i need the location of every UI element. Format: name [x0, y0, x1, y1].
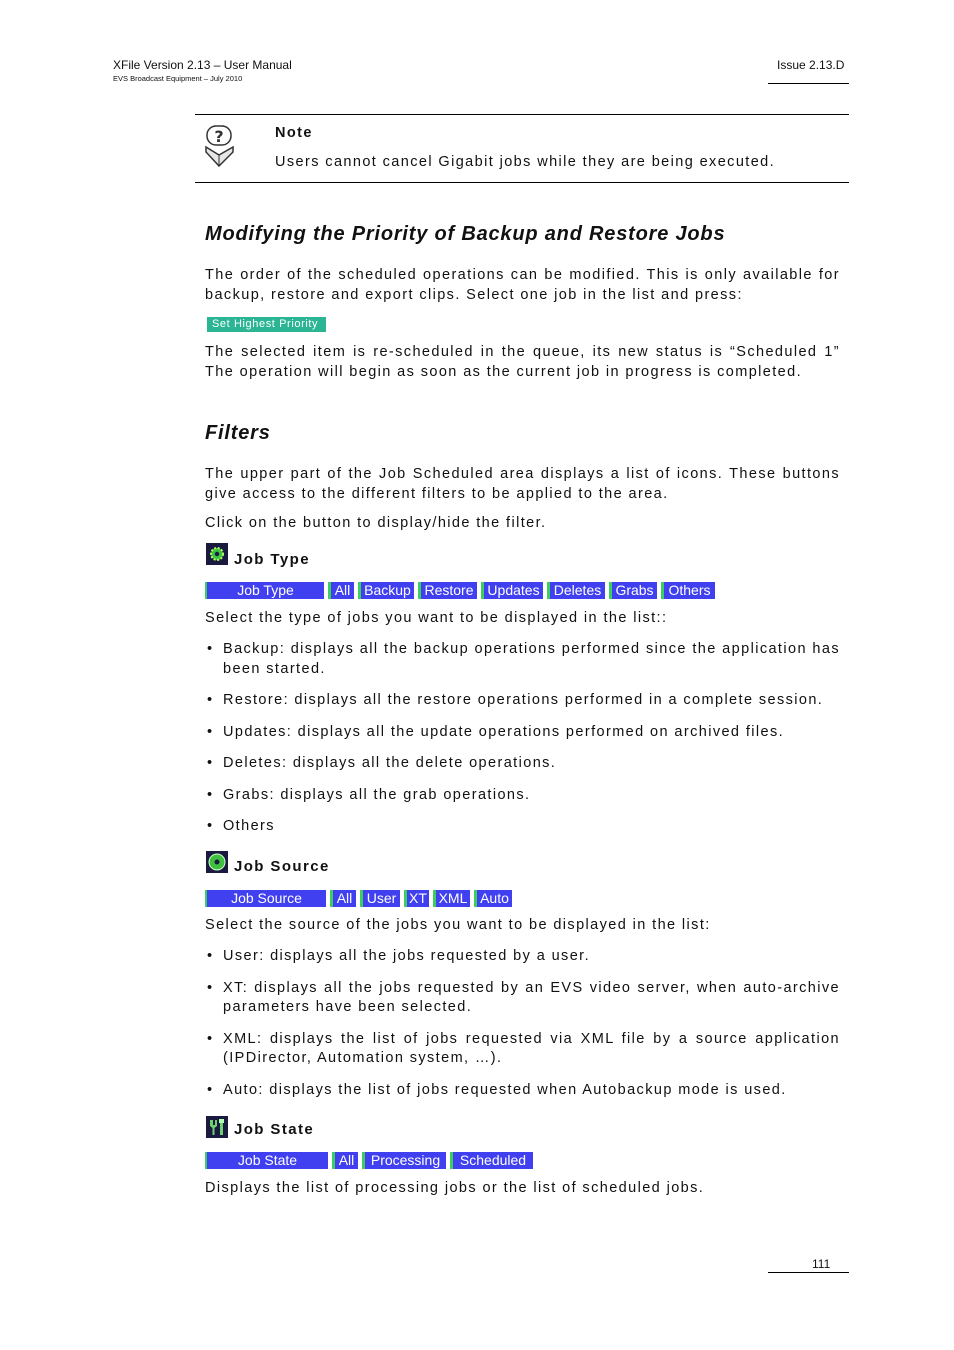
job-source-intro: Select the source of the jobs you want to be displayed in the list: — [205, 917, 711, 933]
priority-paragraph-2: The selected item is re-scheduled in the queue, its new status is “Scheduled 1” The operation will begin as soon as the current job in progress is completed. — [205, 344, 840, 380]
job-type-intro: Select the type of jobs you want to be displayed in the list:: — [205, 610, 668, 626]
priority-paragraph: The order of the scheduled operations can be modified. This is only available for backup, restore and export clips. Select one job in the list and press: — [205, 267, 840, 303]
job-source-all-button[interactable]: All — [330, 890, 356, 907]
job-state-intro: Displays the list of processing jobs or the list of scheduled jobs. — [205, 1180, 705, 1196]
job-type-label-button[interactable]: Job Type — [205, 582, 324, 599]
job-type-others-button[interactable]: Others — [661, 582, 715, 599]
priority-heading: Modifying the Priority of Backup and Restore Jobs — [205, 223, 726, 245]
header-rule — [768, 83, 849, 84]
note-text: Users cannot cancel Gigabit jobs while they are being executed. — [275, 154, 776, 170]
job-state-heading: Job State — [234, 1121, 315, 1138]
note-label: Note — [275, 125, 313, 141]
job-source-auto-button[interactable]: Auto — [474, 890, 512, 907]
job-type-grabs-button[interactable]: Grabs — [609, 582, 657, 599]
list-item: • XT: displays all the jobs requested by an EVS video server, when auto-archive parameters have been selected. — [207, 979, 840, 1015]
job-type-deletes-button[interactable]: Deletes — [547, 582, 605, 599]
job-state-processing-button[interactable]: Processing — [362, 1152, 446, 1169]
job-type-filter-bar — [205, 582, 715, 599]
job-source-xml-button[interactable]: XML — [433, 890, 470, 907]
job-source-heading: Job Source — [234, 858, 330, 875]
doc-title: XFile Version 2.13 – User Manual — [113, 58, 292, 72]
job-source-user-button[interactable]: User — [360, 890, 400, 907]
gear-icon[interactable] — [206, 543, 228, 565]
list-item: • Restore: displays all the restore operations performed in a complete session. — [207, 692, 824, 708]
footer-rule — [768, 1272, 849, 1273]
page-number: 111 — [812, 1257, 831, 1271]
list-item: • Updates: displays all the update operations performed on archived files. — [207, 723, 785, 740]
job-state-label-button[interactable]: Job State — [205, 1152, 328, 1169]
job-state-scheduled-button[interactable]: Scheduled — [450, 1152, 533, 1169]
list-item: • Deletes: displays all the delete operations. — [207, 755, 557, 771]
list-item: • Backup: displays all the backup operations performed since the application has been started. — [207, 641, 840, 677]
tools-icon[interactable] — [206, 1116, 228, 1138]
source-disc-icon[interactable] — [206, 851, 228, 873]
list-item: • Auto: displays the list of jobs requested when Autobackup mode is used. — [207, 1081, 787, 1098]
job-source-xt-button[interactable]: XT — [404, 890, 429, 907]
note-bottom-rule — [195, 182, 849, 183]
job-type-heading: Job Type — [234, 551, 310, 568]
svg-text:?: ? — [214, 127, 224, 146]
job-source-label-button[interactable]: Job Source — [205, 890, 326, 907]
list-item: • Grabs: displays all the grab operations. — [207, 786, 531, 803]
list-item: • User: displays all the jobs requested by a user. — [207, 948, 591, 964]
job-type-all-button[interactable]: All — [328, 582, 354, 599]
note-hand-icon — [203, 125, 239, 167]
job-state-all-button[interactable]: All — [332, 1152, 358, 1169]
filters-paragraph-2: Click on the button to display/hide the filter. — [205, 515, 547, 531]
set-highest-priority-button[interactable]: Set Highest Priority — [207, 317, 326, 332]
job-type-list — [205, 640, 840, 837]
note-top-rule — [195, 114, 849, 115]
job-type-restore-button[interactable]: Restore — [418, 582, 477, 599]
job-state-filter-bar — [205, 1152, 533, 1169]
job-type-backup-button[interactable]: Backup — [358, 582, 414, 599]
doc-subtitle: EVS Broadcast Equipment – July 2010 — [113, 74, 243, 83]
issue-label: Issue 2.13.D — [777, 58, 845, 72]
list-item: • XML: displays the list of jobs requested via XML file by a source application (IPDirector, Automation system, …). — [207, 1030, 840, 1066]
job-type-updates-button[interactable]: Updates — [481, 582, 543, 599]
filters-paragraph: The upper part of the Job Scheduled area displays a list of icons. These buttons give access to the different filters to be applied to the area. — [205, 466, 840, 502]
job-source-filter-bar — [205, 890, 512, 907]
job-source-list — [205, 947, 840, 1100]
filters-heading: Filters — [205, 422, 271, 444]
list-item: • Others — [207, 818, 275, 834]
